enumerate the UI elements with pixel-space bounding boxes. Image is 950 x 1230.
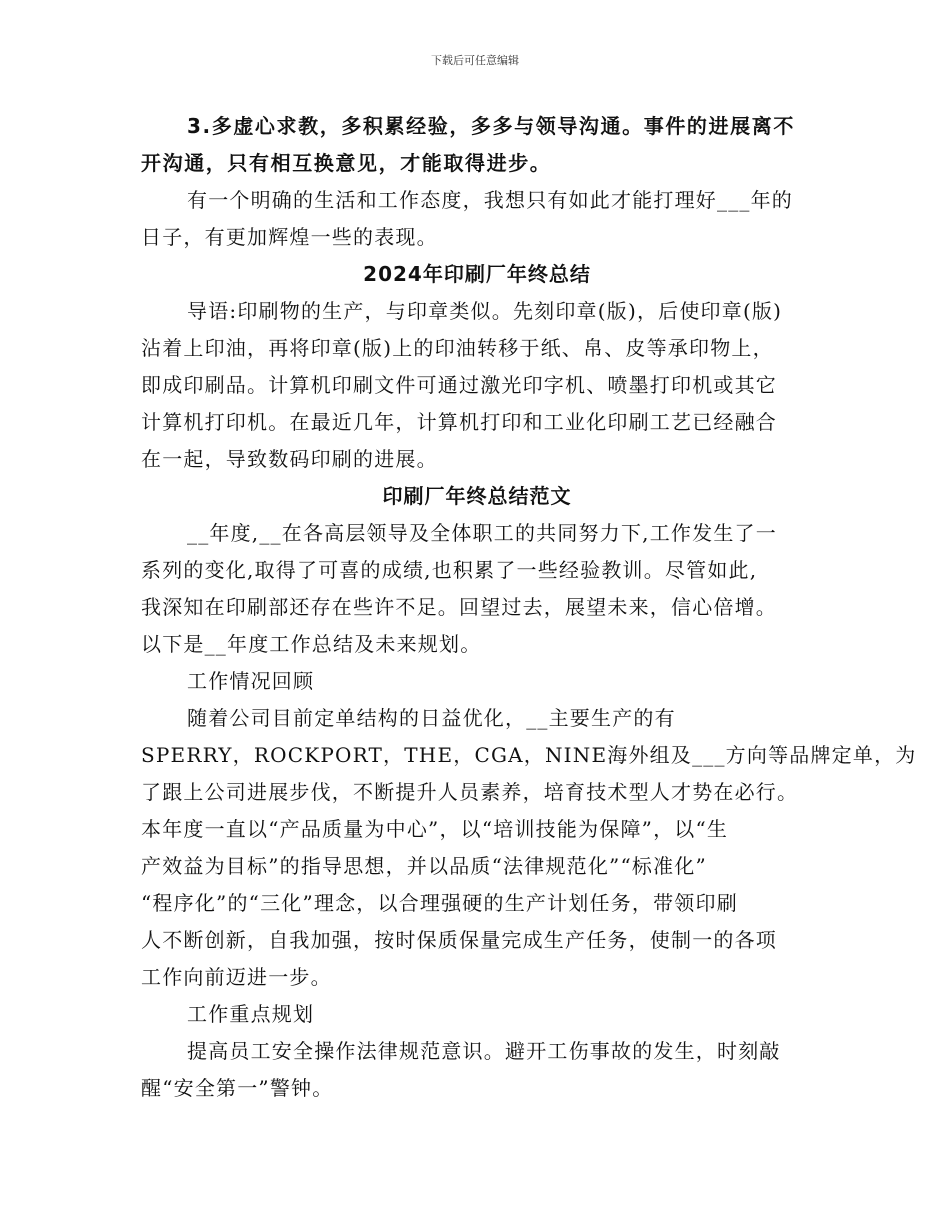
para2-line1: 有一个明确的生活和工作态度，我想只有如此才能打理好___年的 [187,188,793,212]
intro-line1: 导语:印刷物的生产，与印章类似。先刻印章(版)，后使印章(版) [187,299,783,323]
intro-line3: 即成印刷品。计算机印刷文件可通过激光印字机、喷墨打印机或其它 [141,373,777,397]
para3-line2: 系列的变化,取得了可喜的成绩,也积累了一些经验教训。尽管如此, [141,558,758,582]
document-body [141,108,917,1107]
para4-line1: 随着公司目前定单结构的日益优化，__主要生产的有 [187,706,676,730]
heading-work-plan: 工作重点规划 [187,1002,315,1026]
para3-line1: __年度,__在各高层领导及全体职工的共同努力下,工作发生了一 [187,521,777,545]
para4-line3: 了跟上公司进展步伐，不断提升人员素养，培育技术型人才势在必行。 [141,780,799,804]
intro-line5: 在一起，导致数码印刷的进展。 [141,447,438,471]
para4-line6: “程序化”的“三化”理念，以合理强硬的生产计划任务，带领印刷 [141,891,738,915]
para5-line2: 醒“安全第一”警钟。 [141,1076,334,1100]
para5-line1: 提高员工安全操作法律规范意识。避开工伤事故的发生，时刻敲 [187,1039,781,1063]
page-header: 下载后可任意编辑 [431,54,519,67]
para3-line4: 以下是__年度工作总结及未来规划。 [141,632,482,656]
para4-line2: SPERRY，ROCKPORT，THE，CGA，NINE海外组及___方向等品牌定单，为 [141,743,917,767]
para4-line8: 工作向前迈进一步。 [141,965,332,989]
para4-line7: 人不断创新，自我加强，按时保质保量完成生产任务，使制一的各项 [141,928,777,952]
para4-line4: 本年度一直以“产品质量为中心”，以“培训技能为保障”，以“生 [141,817,729,841]
heading-work-review: 工作情况回顾 [187,669,315,693]
section-title-2: 印刷厂年终总结范文 [382,484,572,508]
para4-line5: 产效益为目标”的指导思想，并以品质“法律规范化”“标准化” [141,854,707,878]
para2-line2: 日子，有更加辉煌一些的表现。 [141,225,438,249]
para3-line3: 我深知在印刷部还存在些许不足。回望过去，展望未来，信心倍增。 [141,595,777,619]
intro-line2: 沾着上印油，再将印章(版)上的印油转移于纸、帛、皮等承印物上， [141,336,774,360]
para1-line1: 3.多虚心求教，多积累经验，多多与领导沟通。事件的进展离不 [187,114,795,138]
section-title-1: 2024年印刷厂年终总结 [363,262,591,286]
intro-line4: 计算机打印机。在最近几年，计算机打印和工业化印刷工艺已经融合 [141,410,777,434]
para1-line2: 开沟通，只有相互换意见，才能取得进步。 [141,151,552,175]
